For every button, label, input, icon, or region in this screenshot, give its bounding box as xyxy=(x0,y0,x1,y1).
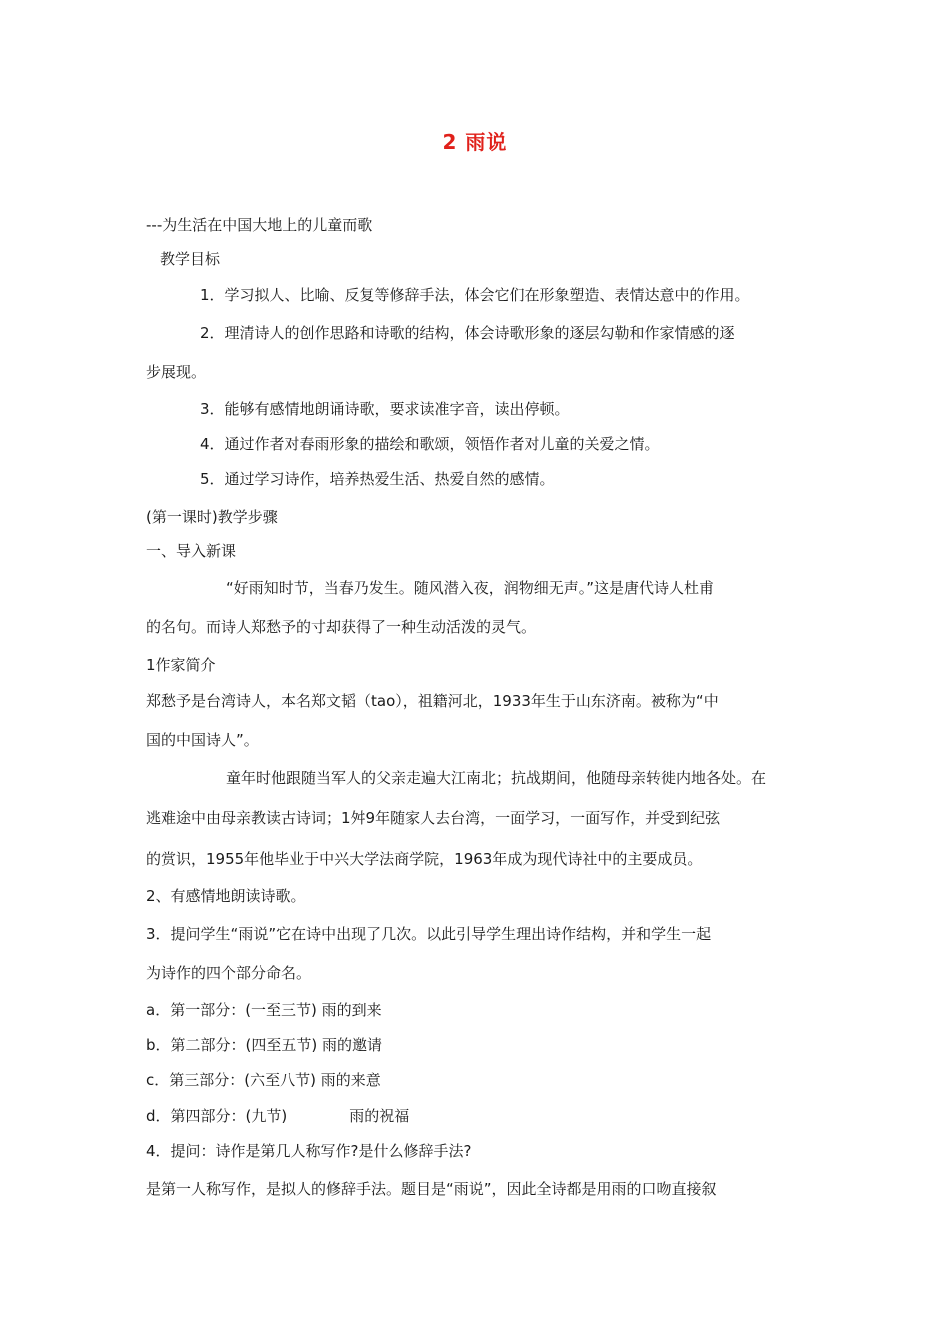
step-3: 3．提问学生“雨说”它在诗中出现了几次。以此引导学生理出诗作结构，并和学生一起 xyxy=(146,925,712,943)
step-3-continued: 为诗作的四个部分命名。 xyxy=(146,964,312,982)
intro-paragraph-continued: 的名句。而诗人郑愁予的寸却获得了一种生动活泼的灵气。 xyxy=(146,618,537,636)
bio-paragraph: 郑愁予是台湾诗人，本名郑文韬（tao），祖籍河北，1933年生于山东济南。被称为“中 xyxy=(146,692,719,710)
goal-item: 3．能够有感情地朗诵诗歌，要求读准字音，读出停顿。 xyxy=(200,400,570,418)
part-item: a．第一部分：(一至三节) 雨的到来 xyxy=(146,1001,382,1019)
part-item: b．第二部分：(四至五节) 雨的邀请 xyxy=(146,1036,382,1054)
childhood-paragraph: 童年时他跟随当军人的父亲走遍大江南北；抗战期间，他随母亲转徙内地各处。在 xyxy=(226,769,767,787)
childhood-paragraph-continued: 逃难途中由母亲教读古诗词；1舛9年随家人去台湾，一面学习，一面写作，并受到纪弦 xyxy=(146,809,721,827)
goal-item: 2．理清诗人的创作思路和诗歌的结构，体会诗歌形象的逐层勾勒和作家情感的逐 xyxy=(200,324,735,342)
part-d-value: 雨的祝福 xyxy=(349,1107,410,1125)
step-4: 4．提问：诗作是第几人称写作?是什么修辞手法? xyxy=(146,1142,472,1160)
goal-item: 5．通过学习诗作，培养热爱生活、热爱自然的感情。 xyxy=(200,470,555,488)
steps-heading: (第一课时)教学步骤 xyxy=(146,508,278,526)
goal-item: 1．学习拟人、比喻、反复等修辞手法，体会它们在形象塑造、表情达意中的作用。 xyxy=(200,286,750,304)
intro-paragraph: “好雨知时节，当春乃发生。随风潜入夜，润物细无声。”这是唐代诗人杜甫 xyxy=(226,579,715,597)
answer-paragraph: 是第一人称写作，是拟人的修辞手法。题目是“雨说”，因此全诗都是用雨的口吻直接叙 xyxy=(146,1180,717,1198)
goal-item-continued: 步展现。 xyxy=(146,363,207,381)
subtitle: ---为生活在中国大地上的儿童而歌 xyxy=(146,216,373,234)
page-title: 2 雨说 xyxy=(442,130,508,154)
part-item xyxy=(146,1106,409,1126)
bio-heading: 1作家简介 xyxy=(146,656,216,674)
bio-paragraph-continued: 国的中国诗人”。 xyxy=(146,731,259,749)
childhood-paragraph-continued: 的赏识，1955年他毕业于中兴大学法商学院，1963年成为现代诗社中的主要成员。 xyxy=(146,850,703,868)
part-item: c．第三部分：(六至八节) 雨的来意 xyxy=(146,1071,381,1089)
step-2: 2、有感情地朗读诗歌。 xyxy=(146,887,306,905)
goals-heading: 教学目标 xyxy=(160,250,221,268)
section-heading: 一、导入新课 xyxy=(146,542,237,560)
goal-item: 4．通过作者对春雨形象的描绘和歌颂，领悟作者对儿童的关爱之情。 xyxy=(200,435,660,453)
part-d-label: d．第四部分：(九节) xyxy=(146,1107,288,1125)
